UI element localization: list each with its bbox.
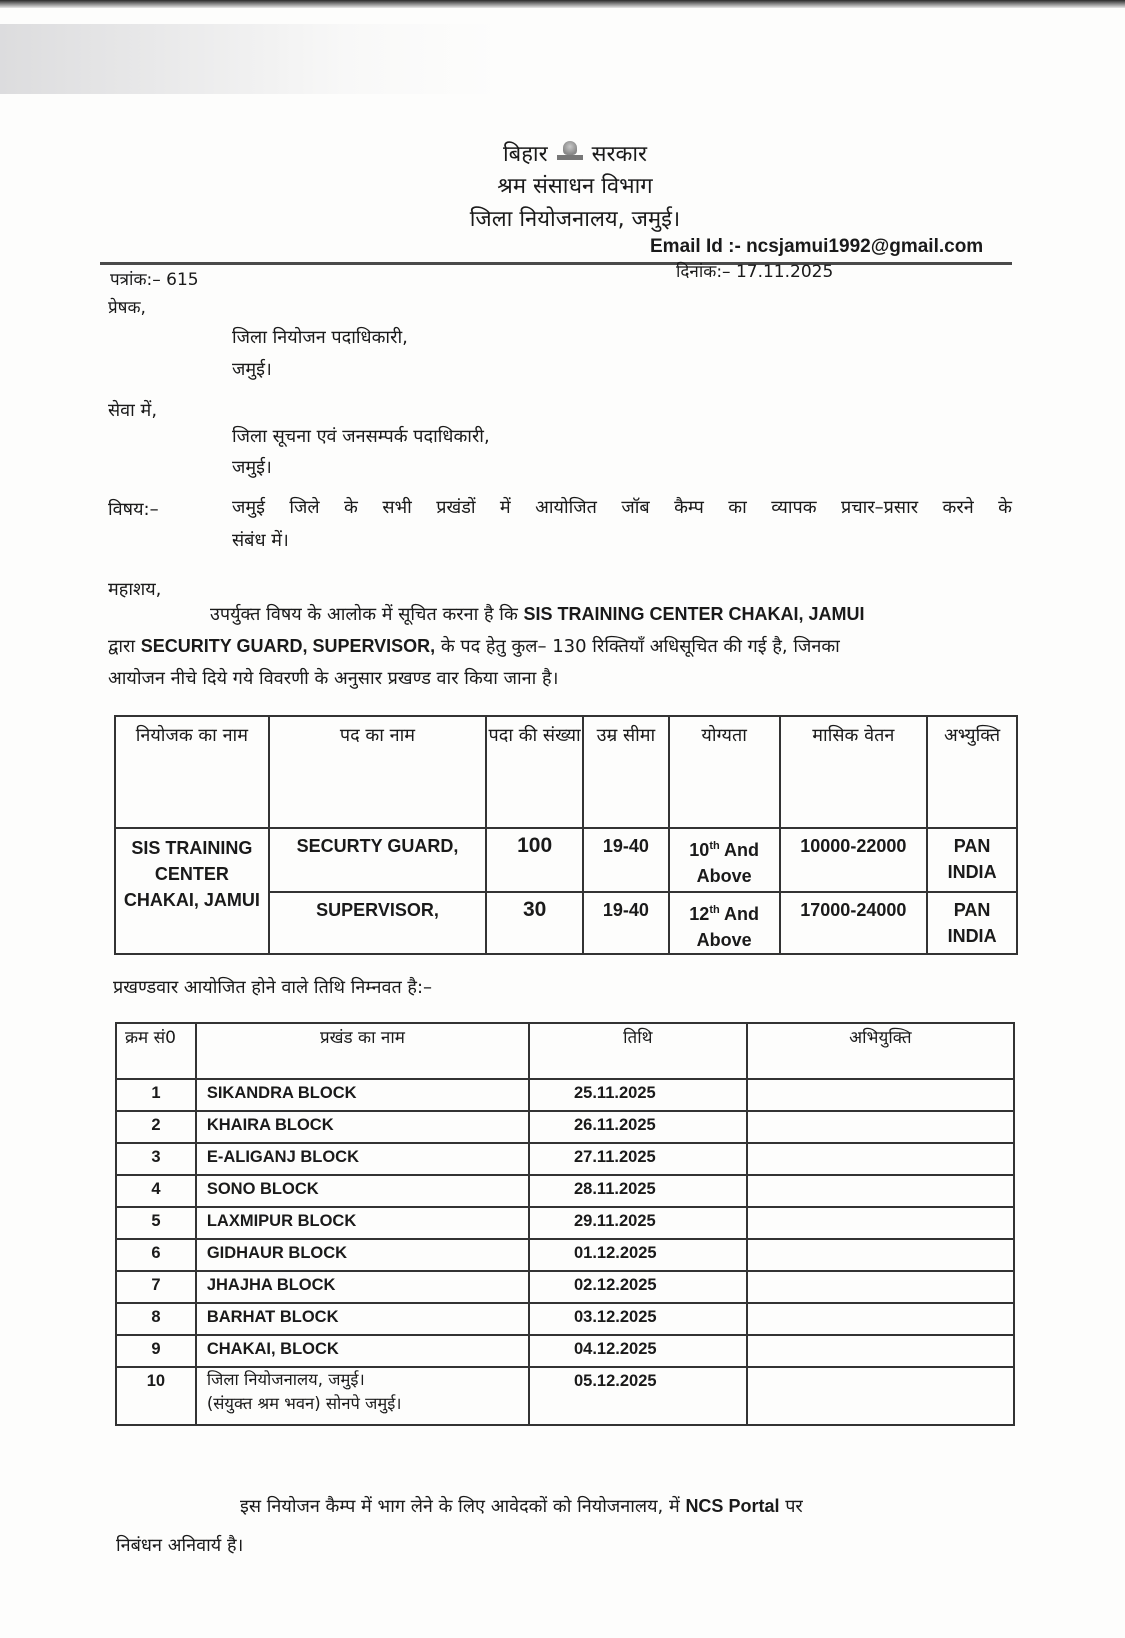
employer-cell: SIS TRAINING CENTER CHAKAI, JAMUI: [115, 828, 269, 954]
remark-cell: [747, 1079, 1014, 1111]
col-block: प्रखंड का नाम: [196, 1023, 529, 1079]
table-row: [116, 1335, 1014, 1367]
recipient-place: जमुई।: [232, 457, 272, 478]
date-cell: 01.12.2025: [529, 1239, 747, 1271]
scan-smudge: [0, 24, 500, 94]
col-qualification: योग्यता: [669, 716, 780, 828]
post-names: SECURITY GUARD, SUPERVISOR,: [140, 636, 436, 656]
date-cell: 29.11.2025: [529, 1207, 747, 1239]
block-cell: SIKANDRA BLOCK: [196, 1079, 529, 1111]
date-cell: 27.11.2025: [529, 1143, 747, 1175]
remark-cell: [747, 1111, 1014, 1143]
col-remark: अभियुक्ति: [747, 1023, 1014, 1079]
block-cell: CHAKAI, BLOCK: [196, 1335, 529, 1367]
serial-cell: 3: [116, 1143, 196, 1175]
schedule-intro: प्रखण्डवार आयोजित होने वाले तिथि निम्नवत है:–: [113, 977, 433, 998]
date-cell: 04.12.2025: [529, 1335, 747, 1367]
serial-cell: 2: [116, 1111, 196, 1143]
para1-line2: [108, 634, 840, 658]
remark-cell: [747, 1367, 1014, 1425]
subject-line2: संबंध में।: [232, 530, 289, 551]
block-cell: LAXMIPUR BLOCK: [196, 1207, 529, 1239]
col-salary: मासिक वेतन: [780, 716, 928, 828]
date-cell: 25.11.2025: [529, 1079, 747, 1111]
scan-top-edge: [0, 0, 1125, 8]
table-row: [116, 1271, 1014, 1303]
serial-cell: 7: [116, 1271, 196, 1303]
remark-cell: PAN INDIA: [927, 892, 1017, 954]
remark-cell: PAN INDIA: [927, 828, 1017, 892]
serial-cell: 10: [116, 1367, 196, 1425]
col-age: उम्र सीमा: [583, 716, 669, 828]
count-cell: 30: [486, 892, 583, 954]
serial-cell: 4: [116, 1175, 196, 1207]
table-row: [116, 1079, 1014, 1111]
block-cell: KHAIRA BLOCK: [196, 1111, 529, 1143]
subject-line1: जमुई जिले के सभी प्रखंडों में आयोजित जॉब कैम्प का व्यापक प्रचार–प्रसार करने के: [232, 497, 1012, 518]
serial-cell: 8: [116, 1303, 196, 1335]
block-cell: BARHAT BLOCK: [196, 1303, 529, 1335]
remark-cell: [747, 1175, 1014, 1207]
letterhead-line1: [375, 138, 775, 168]
closing-line1: [240, 1494, 803, 1518]
remark-cell: [747, 1239, 1014, 1271]
department-name: श्रम संसाधन विभाग: [497, 174, 653, 199]
col-count: पदा की संख्या: [486, 716, 583, 828]
block-office-address: (संयुक्त श्रम भवन) सोनपे जमुई।: [206, 1394, 402, 1413]
table-row: [116, 1143, 1014, 1175]
subject-label: विषय:–: [108, 499, 159, 520]
table-header-row: [115, 716, 1017, 828]
qualification-cell: 12th And Above: [669, 892, 780, 954]
table-row: [116, 1111, 1014, 1143]
para1-text: के पद हेतु कुल– 130 रिक्तियाँ अधिसूचित की गई है, जिनका: [435, 636, 840, 657]
serial-cell: 9: [116, 1335, 196, 1367]
remark-cell: [747, 1143, 1014, 1175]
salary-cell: 10000-22000: [780, 828, 928, 892]
col-employer: नियोजक का नाम: [115, 716, 269, 828]
para1-line1: [210, 602, 865, 626]
block-cell: E-ALIGANJ BLOCK: [196, 1143, 529, 1175]
ncs-portal: NCS Portal: [685, 1496, 780, 1516]
block-cell: GIDHAUR BLOCK: [196, 1239, 529, 1271]
vacancy-table: [114, 715, 1018, 955]
state-emblem-icon: [557, 141, 583, 163]
date-cell: 03.12.2025: [529, 1303, 747, 1335]
post-cell: SUPERVISOR,: [269, 892, 487, 954]
col-date: तिथि: [529, 1023, 747, 1079]
table-row: [116, 1207, 1014, 1239]
govt-name-right: सरकार: [591, 142, 648, 167]
block-office-name: जिला नियोजनालय, जमुई।: [206, 1370, 365, 1389]
sender-designation: जिला नियोजन पदाधिकारी,: [232, 327, 408, 348]
date-cell: 26.11.2025: [529, 1111, 747, 1143]
age-cell: 19-40: [583, 892, 669, 954]
serial-cell: 5: [116, 1207, 196, 1239]
table-row: [116, 1175, 1014, 1207]
date-cell: 28.11.2025: [529, 1175, 747, 1207]
letter-number: पत्रांक:– 615: [110, 270, 199, 290]
serial-cell: 1: [116, 1079, 196, 1111]
sender-label: प्रेषक,: [108, 298, 146, 318]
sender-place: जमुई।: [232, 359, 272, 380]
salutation: महाशय,: [108, 579, 162, 600]
employer-name: SIS TRAINING CENTER CHAKAI, JAMUI: [523, 604, 865, 624]
block-cell: JHAJHA BLOCK: [196, 1271, 529, 1303]
remark-cell: [747, 1271, 1014, 1303]
remark-cell: [747, 1303, 1014, 1335]
remark-cell: [747, 1335, 1014, 1367]
email-id: Email Id :- ncsjamui1992@gmail.com: [650, 236, 984, 257]
para1-text: उपर्युक्त विषय के आलोक में सूचित करना है कि: [210, 604, 524, 625]
date-cell: 02.12.2025: [529, 1271, 747, 1303]
qualification-cell: 10th And Above: [669, 828, 780, 892]
header-divider: [100, 262, 1012, 265]
table-row: [116, 1367, 1014, 1425]
remark-cell: [747, 1207, 1014, 1239]
closing-text: पर: [779, 1496, 803, 1517]
para1-line3: आयोजन नीचे दिये गये विवरणी के अनुसार प्रखण्ड वार किया जाना है।: [108, 668, 559, 689]
closing-line2: निबंधन अनिवार्य है।: [116, 1535, 244, 1556]
recipient-designation: जिला सूचना एवं जनसम्पर्क पदाधिकारी,: [232, 426, 490, 447]
table-row: [116, 1303, 1014, 1335]
govt-name-left: बिहार: [502, 142, 548, 167]
col-serial: क्रम सं0: [116, 1023, 196, 1079]
age-cell: 19-40: [583, 828, 669, 892]
count-cell: 100: [486, 828, 583, 892]
table-header-row: [116, 1023, 1014, 1079]
table-row: [116, 1239, 1014, 1271]
table-row: [115, 828, 1017, 892]
office-name: जिला नियोजनालय, जमुई।: [469, 207, 681, 232]
block-cell: SONO BLOCK: [196, 1175, 529, 1207]
date-cell: 05.12.2025: [529, 1367, 747, 1425]
recipient-label: सेवा में,: [108, 400, 158, 421]
serial-cell: 6: [116, 1239, 196, 1271]
col-remark: अभ्युक्ति: [927, 716, 1017, 828]
col-post: पद का नाम: [269, 716, 487, 828]
salary-cell: 17000-24000: [780, 892, 928, 954]
schedule-table: [115, 1022, 1015, 1426]
closing-text: इस नियोजन कैम्प में भाग लेने के लिए आवेदकों को नियोजनालय, में: [240, 1496, 686, 1517]
letter-date: दिनांक:– 17.11.2025: [676, 262, 834, 282]
block-cell: [196, 1367, 529, 1425]
para1-text: द्वारा: [108, 636, 141, 657]
post-cell: SECURTY GUARD,: [269, 828, 487, 892]
